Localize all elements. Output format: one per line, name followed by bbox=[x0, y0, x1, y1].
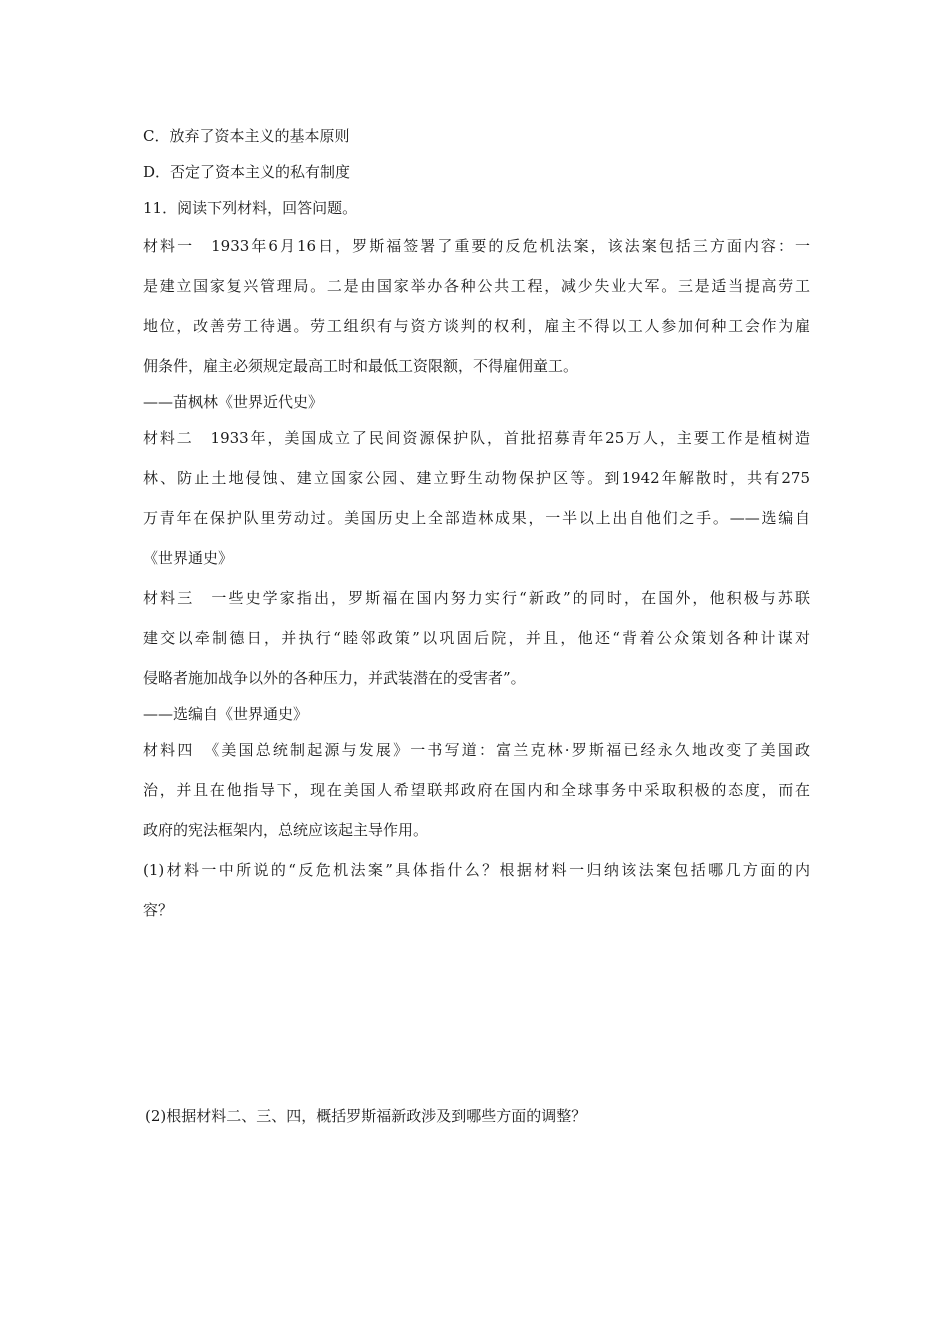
material-1-line: 地位，改善劳工待遇。劳工组织有与资方谈判的权利，雇主不得以工人参加何种工会作为雇 bbox=[143, 317, 810, 335]
material-1-line: 佣条件，雇主必须规定最高工时和最低工资限额，不得雇佣童工。 bbox=[143, 357, 579, 375]
material-2-line: 万青年在保护队里劳动过。美国历史上全部造林成果，一半以上出自他们之手。——选编自 bbox=[143, 509, 810, 527]
material-1-source: ——苗枫林《世界近代史》 bbox=[143, 393, 324, 411]
material-3-line: 建交以牵制德日，并执行“睦邻政策”以巩固后院，并且，他还“背着公众策划各种计谋对 bbox=[143, 629, 810, 647]
material-3-source: ——选编自《世界通史》 bbox=[143, 705, 309, 723]
material-1-line: 是建立国家复兴管理局。二是由国家举办各种公共工程，减少失业大军。三是适当提高劳工 bbox=[143, 277, 810, 295]
material-1-line: 材料一 1933年6月16日，罗斯福签署了重要的反危机法案，该法案包括三方面内容：一 bbox=[143, 237, 810, 255]
material-4-line: 政府的宪法框架内，总统应该起主导作用。 bbox=[143, 821, 429, 839]
sub-question-2: (2)根据材料二、三、四，概括罗斯福新政涉及到哪些方面的调整？ bbox=[145, 1107, 587, 1125]
material-3-line: 材料三 一些史学家指出，罗斯福在国内努力实行“新政”的同时，在国外，他积极与苏联 bbox=[143, 589, 810, 607]
question-11-intro: 11．阅读下列材料，回答问题。 bbox=[143, 199, 358, 217]
material-3-line: 侵略者施加战争以外的各种压力，并武装潜在的受害者”。 bbox=[143, 669, 526, 687]
material-4-line: 材料四 《美国总统制起源与发展》一书写道：富兰克林·罗斯福已经永久地改变了美国政 bbox=[143, 741, 810, 759]
material-2-line: 林、防止土地侵蚀、建立国家公园、建立野生动物保护区等。到1942年解散时，共有275 bbox=[143, 469, 810, 487]
option-d: D．否定了资本主义的私有制度 bbox=[143, 163, 351, 181]
material-4-line: 治，并且在他指导下，现在美国人希望联邦政府在国内和全球事务中采取积极的态度，而在 bbox=[143, 781, 810, 799]
sub-question-1-line: 容？ bbox=[143, 901, 174, 919]
material-2-line: 《世界通史》 bbox=[143, 549, 234, 567]
sub-question-1-line: (1)材料一中所说的“反危机法案”具体指什么？根据材料一归纳该法案包括哪几方面的内 bbox=[143, 861, 810, 879]
option-c: C．放弃了资本主义的基本原则 bbox=[143, 127, 350, 145]
material-2-line: 材料二 1933年，美国成立了民间资源保护队，首批招募青年25万人，主要工作是植树造 bbox=[143, 429, 810, 447]
